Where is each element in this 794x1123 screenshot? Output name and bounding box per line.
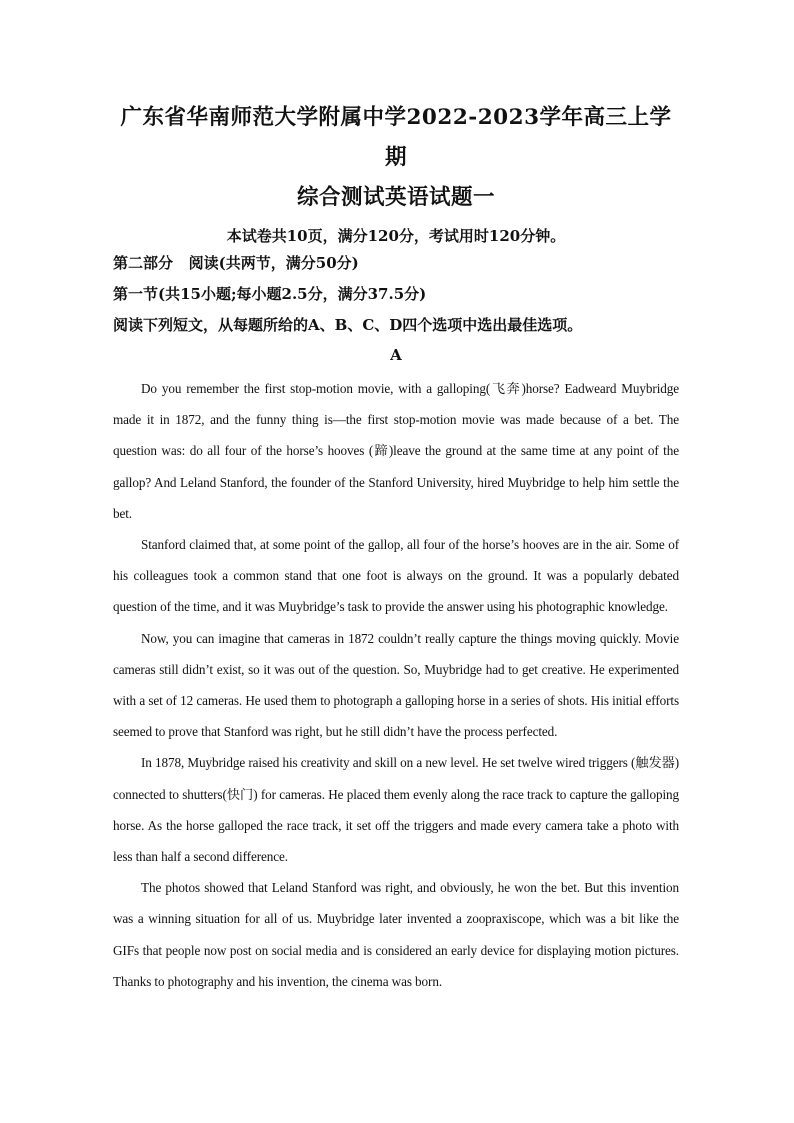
passage-paragraph: Stanford claimed that, at some point of the gallop, all four of the horse’s hooves are in the air. Some of his colleagues took a common stand that one foot is always on the ground. It was a popularly debated question of the time, and it was Muybridge’s task to provide the answer using his photographic knowledge. [113, 537, 679, 615]
passage-paragraph: Do you remember the first stop-motion movie, with a galloping(飞奔)horse? Eadweard Muybridge made it in 1872, and the funny thing is—the first stop-motion movie was made because of a bet. The question was: do all four of the horse’s hooves (蹄)leave the ground at the same time at any point of the gallop? And Leland Stanford, the founder of the Stanford University, hired Muybridge to help him settle the bet. [113, 381, 679, 521]
passage-label: A [390, 346, 402, 364]
document-title-line-1: 广东省华南师范大学附属中学2022-2023学年高三上学期 [120, 105, 672, 170]
passage-paragraph: Now, you can imagine that cameras in 1872 couldn’t really capture the things moving quickly. Movie cameras still didn’t exist, so it was out of the question. So, Muybridge had to get creative. He experimented with a set of 12 cameras. He used them to photograph a galloping horse in a series of shots. His initial efforts seemed to prove that Stanford was right, but he still didn’t have the process perfected. [113, 630, 679, 740]
exam-note: 本试卷共10页，满分120分，考试用时120分钟。 [226, 227, 566, 245]
directions-text: 阅读下列短文，从每题所给的A、B、C、D四个选项中选出最佳选项。 [113, 316, 583, 334]
passage-paragraph: In 1878, Muybridge raised his creativity and skill on a new level. He set twelve wired triggers (触发器) connected to shutters(快门) for cameras. He placed them evenly along the race track to capture the galloping horse. As the horse galloped the race track, it set off the triggers and made every camera take a photo with less than half a second difference. [113, 755, 679, 865]
part-heading: 第二部分 阅读(共两节，满分50分) [113, 254, 359, 272]
passage-body [113, 373, 679, 997]
section-heading: 第一节(共15小题;每小题2.5分，满分37.5分) [113, 285, 427, 303]
document-title-line-2: 综合测试英语试题一 [296, 185, 495, 210]
passage-paragraph: The photos showed that Leland Stanford was right, and obviously, he won the bet. But this invention was a winning situation for all of us. Muybridge later invented a zoopraxiscope, which was a bit like the GIFs that people now post on social media and is considered an early device for displaying motion pictures. Thanks to photography and his invention, the cinema was born. [113, 880, 679, 989]
